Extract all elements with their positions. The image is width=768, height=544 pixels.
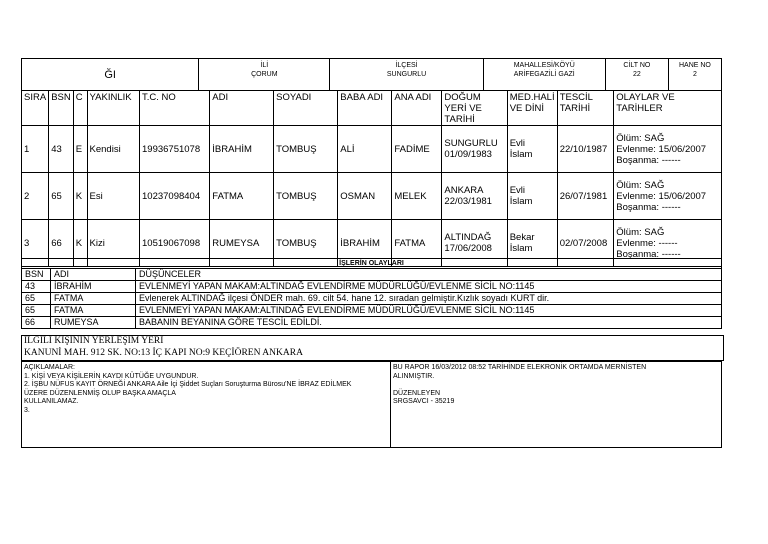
residence-address-label: İLGİLİ KİŞİNİN YERLEŞİM YERİ [24, 336, 164, 346]
event-bsn: 65 [22, 305, 51, 317]
col-sira: SIRA [22, 91, 49, 126]
cell-medhali: Bekar İslam [507, 220, 557, 267]
cell-sira: 1 [22, 126, 49, 173]
event-row [22, 281, 722, 293]
event-row [22, 293, 722, 305]
cell-olaylar: Ölüm: SAĞ Evlenme: 15/06/2007 Boşanma: ------ [614, 173, 722, 220]
cell-bsn: 65 [49, 173, 74, 220]
cell-ana: FADİME [392, 126, 442, 173]
cell-soyadi: TOMBUŞ [274, 173, 338, 220]
cell-ana: MELEK [392, 173, 442, 220]
event-row [22, 305, 722, 317]
person-row [22, 126, 722, 173]
events-title: İŞLERİN OLAYLARI [22, 259, 722, 269]
col-medhali: MED.HALİ VE DİNİ [507, 91, 557, 126]
col-dogum: DOĞUM YERİ VE TARİHİ [442, 91, 507, 126]
cell-c: E [73, 126, 87, 173]
cell-medhali: Evli İslam [507, 173, 557, 220]
col-soyadi: SOYADI [274, 91, 338, 126]
person-table-header [22, 91, 722, 126]
event-adi: İBRAHİM [51, 281, 136, 293]
events-col-adi: ADI [51, 269, 136, 281]
col-tcno: T.C. NO [140, 91, 210, 126]
cell-baba: OSMAN [338, 173, 392, 220]
event-text: Evlenerek ALTINDAĞ ilçesi ÖNDER mah. 69. cilt 54. hane 12. sıradan gelmiştir.Kızlık soyadı KURT dir. [136, 293, 722, 305]
col-tescil: TESCİL TARİHİ [557, 91, 614, 126]
cell-adi: FATMA [210, 173, 274, 220]
event-adi: FATMA [51, 305, 136, 317]
header-cell-mahalle: MAHALLESİ/KÖYÜ ARİFEGAZİLİ GAZİ [483, 59, 605, 91]
event-adi: RUMEYSA [51, 317, 136, 329]
residence-address-box [21, 335, 724, 361]
col-c: C [73, 91, 87, 126]
person-row [22, 173, 722, 220]
cell-baba: İBRAHİM [338, 220, 392, 267]
cell-c: K [73, 173, 87, 220]
cell-soyadi: TOMBUŞ [274, 126, 338, 173]
col-yakinlik: YAKINLIK [87, 91, 139, 126]
col-ana: ANA ADI [392, 91, 442, 126]
cell-sira: 3 [22, 220, 49, 267]
cell-dogum: SUNGURLU 01/09/1983 [442, 126, 507, 173]
cell-tescil: 22/10/1987 [557, 126, 614, 173]
events-table [21, 258, 722, 329]
events-col-bsn: BSN [22, 269, 51, 281]
cell-bsn: 43 [49, 126, 74, 173]
col-baba: BABA ADI [338, 91, 392, 126]
cell-tcno: 10237098404 [140, 173, 210, 220]
cell-dogum: ALTINDAĞ 17/06/2008 [442, 220, 507, 267]
cell-tcno: 10519067098 [140, 220, 210, 267]
event-bsn: 65 [22, 293, 51, 305]
explanations-cell: AÇIKLAMALAR: 1. KİŞİ VEYA KİŞİLERİN KAYDI KÜTÜĞE UYGUNDUR. 2. İŞBU NÜFUS KAYIT ÖRNEĞİ ANKARA Aile İçi Şiddet Suçları Soruşturma Bürosu'NE İBRAZ EDİLMEK ÜZERE DÜZENLENMİŞ OLUP BAŞKA AMAÇLA KULLANILAMAZ. 3. [22, 362, 391, 448]
cell-adi: İBRAHİM [210, 126, 274, 173]
events-col-dusunceler: DÜŞÜNCELER [136, 269, 722, 281]
col-olaylar: OLAYLAR VE TARİHLER [614, 91, 722, 126]
cell-tescil: 26/07/1981 [557, 173, 614, 220]
cell-dogum: ANKARA 22/03/1981 [442, 173, 507, 220]
notes-table [21, 361, 722, 448]
cell-baba: ALİ [338, 126, 392, 173]
header-table [21, 58, 722, 91]
cell-olaylar: Ölüm: SAĞ Evlenme: ------ Boşanma: ------ [614, 220, 722, 267]
cell-ana: FATMA [392, 220, 442, 267]
event-bsn: 66 [22, 317, 51, 329]
event-adi: FATMA [51, 293, 136, 305]
cell-medhali: Evli İslam [507, 126, 557, 173]
cell-soyadi: TOMBUŞ [274, 220, 338, 267]
col-adi: ADI [210, 91, 274, 126]
event-bsn: 43 [22, 281, 51, 293]
cell-sira: 2 [22, 173, 49, 220]
residence-address-value: KANUNİ MAH. 912 SK. NO:13 İÇ KAPI NO:9 KEÇİÖREN ANKARA [24, 347, 303, 358]
cell-bsn: 66 [49, 220, 74, 267]
cell-yakinlik: Kizi [87, 220, 139, 267]
cell-c: K [73, 220, 87, 267]
events-header [22, 269, 722, 281]
header-cell-il: İLİ ÇORUM [199, 59, 330, 91]
report-info-cell: BU RAPOR 16/03/2012 08:52 TARİHİNDE ELEKRONİK ORTAMDA MERNİSTEN ALINMIŞTIR. DÜZENLEYEN SRGSAVCI - 35219 [391, 362, 722, 448]
header-cell-cilt: CİLT NO 22 [605, 59, 668, 91]
header-cell-1: ĞI [22, 59, 199, 91]
cell-tescil: 02/07/2008 [557, 220, 614, 267]
header-cell-ilce: İLÇESİ SUNGURLU [330, 59, 483, 91]
cell-yakinlik: Kendisi [87, 126, 139, 173]
event-row [22, 317, 722, 329]
header-cell-hane: HANE NO 2 [668, 59, 721, 91]
person-table [21, 90, 722, 267]
cell-olaylar: Ölüm: SAĞ Evlenme: 15/06/2007 Boşanma: ------ [614, 126, 722, 173]
cell-yakinlik: Esi [87, 173, 139, 220]
col-bsn: BSN [49, 91, 74, 126]
event-text: EVLENMEYİ YAPAN MAKAM:ALTINDAĞ EVLENDİRME MÜDÜRLÜĞÜ/EVLENME SİCİL NO:1145 [136, 281, 722, 293]
cell-tcno: 19936751078 [140, 126, 210, 173]
event-text: EVLENMEYİ YAPAN MAKAM:ALTINDAĞ EVLENDİRME MÜDÜRLÜĞÜ/EVLENME SİCİL NO:1145 [136, 305, 722, 317]
cell-adi: RUMEYSA [210, 220, 274, 267]
event-text: BABANIN BEYANINA GÖRE TESCİL EDİLDİ. [136, 317, 722, 329]
